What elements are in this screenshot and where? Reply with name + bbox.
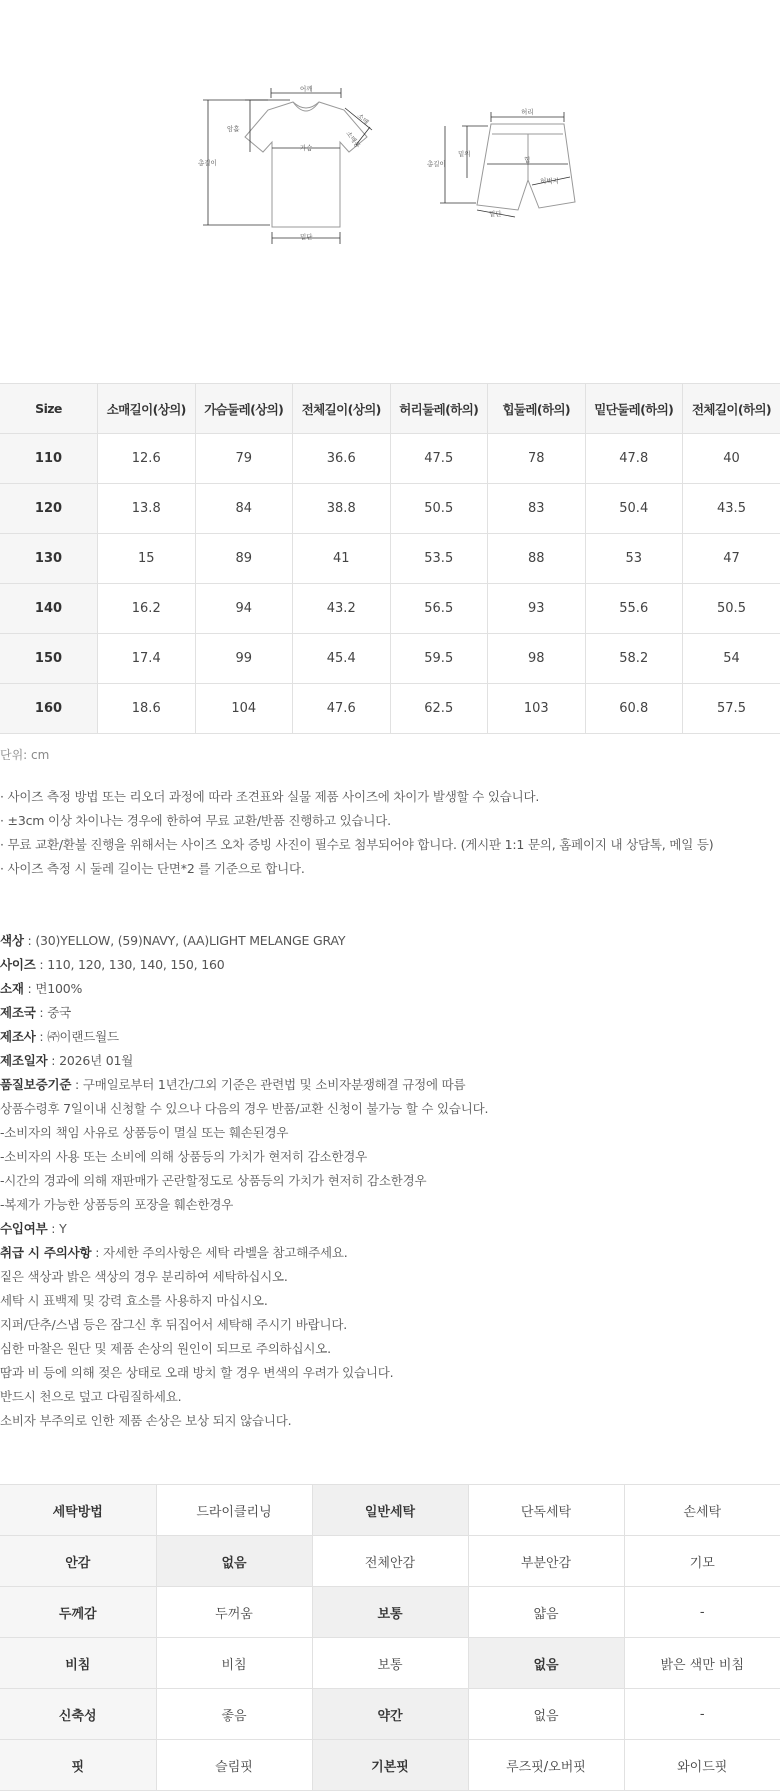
info-text: : 110, 120, 130, 140, 150, 160 [35, 957, 225, 972]
table-cell: 93 [488, 584, 586, 634]
info-line [0, 1073, 488, 1097]
size-label: 160 [0, 684, 98, 734]
measurement-diagrams [0, 0, 780, 330]
info-text: 반드시 천으로 덮고 다림질하세요. [0, 1389, 182, 1404]
info-line [0, 1313, 488, 1337]
info-label: 제조국 [0, 1005, 36, 1020]
table-cell: 41 [293, 534, 391, 584]
table-cell: 53.5 [390, 534, 488, 584]
info-label: 품질보증기준 [0, 1077, 72, 1092]
table-cell: 38.8 [293, 484, 391, 534]
table-cell: 18.6 [98, 684, 196, 734]
info-line [0, 1097, 488, 1121]
table-cell: 12.6 [98, 434, 196, 484]
table-row [0, 534, 780, 584]
table-cell: 17.4 [98, 634, 196, 684]
table-cell: 83 [488, 484, 586, 534]
table-cell: 50.4 [585, 484, 683, 534]
info-text: 상품수령후 7일이내 신청할 수 있으나 다음의 경우 반품/교환 신청이 불가능 할 수 있습니다. [0, 1101, 489, 1116]
care-row [0, 1587, 780, 1638]
care-option: 부분안감 [468, 1536, 624, 1587]
size-label: 140 [0, 584, 98, 634]
size-table-header: 소매길이(상의) [98, 384, 196, 434]
table-cell: 94 [195, 584, 293, 634]
label-hip: 힙 [524, 156, 531, 164]
label-shoulder: 어깨 [300, 85, 313, 93]
table-cell: 36.6 [293, 434, 391, 484]
care-option: 얇음 [468, 1587, 624, 1638]
care-option: 기모 [624, 1536, 780, 1587]
table-cell: 98 [488, 634, 586, 684]
info-text: 심한 마찰은 원단 및 제품 손상의 원인이 되므로 주의하십시오. [0, 1341, 331, 1356]
table-cell: 55.6 [585, 584, 683, 634]
size-table-header: 힙둘레(하의) [488, 384, 586, 434]
size-table-header: Size [0, 384, 98, 434]
label-hem-bottom: 밑단 [489, 210, 502, 218]
info-text: : 2026년 01월 [47, 1053, 134, 1068]
info-text: 소비자 부주의로 인한 제품 손상은 보상 되지 않습니다. [0, 1413, 292, 1428]
label-thigh: 허벅지 [540, 177, 559, 185]
info-line [0, 1241, 488, 1265]
table-cell: 47 [683, 534, 780, 584]
info-line [0, 1145, 488, 1169]
care-option-selected: 일반세탁 [312, 1485, 468, 1536]
table-cell: 62.5 [390, 684, 488, 734]
care-option-selected: 약간 [312, 1689, 468, 1740]
size-label: 130 [0, 534, 98, 584]
product-info [0, 929, 488, 1433]
info-line [0, 1409, 488, 1433]
info-text: -소비자의 책임 사유로 상품등이 멸실 또는 훼손된경우 [0, 1125, 289, 1140]
table-cell: 53 [585, 534, 683, 584]
table-cell: 47.8 [585, 434, 683, 484]
care-option-selected: 없음 [468, 1638, 624, 1689]
info-line [0, 1049, 488, 1073]
size-table-header-row [0, 384, 780, 434]
info-line [0, 1025, 488, 1049]
info-line [0, 1121, 488, 1145]
info-line [0, 1361, 488, 1385]
table-row [0, 434, 780, 484]
table-row [0, 584, 780, 634]
table-cell: 15 [98, 534, 196, 584]
info-text: -복제가 가능한 상품등의 포장을 훼손한경우 [0, 1197, 234, 1212]
table-cell: 40 [683, 434, 780, 484]
table-cell: 88 [488, 534, 586, 584]
info-line [0, 1169, 488, 1193]
info-line [0, 1289, 488, 1313]
size-label: 150 [0, 634, 98, 684]
shorts-diagram [477, 124, 575, 210]
care-option: 손세탁 [624, 1485, 780, 1536]
info-text: 땀과 비 등에 의해 젖은 상태로 오래 방치 할 경우 변색의 우려가 있습니다. [0, 1365, 394, 1380]
care-table [0, 1484, 780, 1791]
table-cell: 58.2 [585, 634, 683, 684]
info-line [0, 977, 488, 1001]
info-label: 취급 시 주의사항 [0, 1245, 92, 1260]
label-sleeve: 소매 [355, 111, 371, 127]
note-item: · ±3cm 이상 차이나는 경우에 한하여 무료 교환/반품 진행하고 있습니다. [0, 813, 391, 828]
care-option: - [624, 1587, 780, 1638]
size-table [0, 383, 780, 734]
care-option-selected: 보통 [312, 1587, 468, 1638]
table-cell: 84 [195, 484, 293, 534]
tshirt-measure-lines [203, 88, 372, 244]
table-cell: 60.8 [585, 684, 683, 734]
care-option: - [624, 1689, 780, 1740]
table-cell: 104 [195, 684, 293, 734]
care-row-label: 비침 [0, 1638, 156, 1689]
care-option-selected: 없음 [156, 1536, 312, 1587]
label-hem-top: 밑단 [300, 233, 313, 241]
info-label: 제조사 [0, 1029, 36, 1044]
note-item: · 사이즈 측정 시 둘레 길이는 단면*2 를 기준으로 합니다. [0, 861, 305, 876]
info-text: : 면100% [23, 981, 83, 996]
label-waist: 허리 [521, 108, 534, 116]
info-line [0, 953, 488, 977]
table-cell: 99 [195, 634, 293, 684]
label-total-length-bottom: 총길이 [427, 160, 446, 168]
table-cell: 43.5 [683, 484, 780, 534]
info-label: 수입여부 [0, 1221, 48, 1236]
care-row-label: 신축성 [0, 1689, 156, 1740]
info-line [0, 929, 488, 953]
info-text: 지퍼/단추/스냅 등은 잠그신 후 뒤집어서 세탁해 주시기 바랍니다. [0, 1317, 347, 1332]
info-text: 세탁 시 표백제 및 강력 효소를 사용하지 마십시오. [0, 1293, 268, 1308]
table-cell: 50.5 [683, 584, 780, 634]
table-cell: 103 [488, 684, 586, 734]
info-text: : Y [47, 1221, 67, 1236]
size-table-header: 밑단둘레(하의) [585, 384, 683, 434]
size-label: 110 [0, 434, 98, 484]
care-option: 없음 [468, 1689, 624, 1740]
table-cell: 45.4 [293, 634, 391, 684]
table-row [0, 484, 780, 534]
unit-label: 단위: cm [0, 748, 50, 762]
care-option: 비침 [156, 1638, 312, 1689]
info-line [0, 1217, 488, 1241]
info-line [0, 1337, 488, 1361]
label-rise: 밑위 [458, 150, 471, 158]
info-text: : 자세한 주의사항은 세탁 라벨을 참고해주세요. [91, 1245, 348, 1260]
table-cell: 47.6 [293, 684, 391, 734]
info-text: 짙은 색상과 밝은 색상의 경우 분리하여 세탁하십시오. [0, 1269, 288, 1284]
shorts-measure-lines [440, 112, 570, 217]
care-row-label: 핏 [0, 1740, 156, 1791]
info-text: -소비자의 사용 또는 소비에 의해 상품등의 가치가 현저히 감소한경우 [0, 1149, 367, 1164]
care-row [0, 1740, 780, 1791]
table-cell: 13.8 [98, 484, 196, 534]
care-option: 밝은 색만 비침 [624, 1638, 780, 1689]
table-cell: 43.2 [293, 584, 391, 634]
size-notes [0, 785, 713, 881]
care-option: 보통 [312, 1638, 468, 1689]
table-row [0, 634, 780, 684]
care-row-label: 세탁방법 [0, 1485, 156, 1536]
note-item: · 사이즈 측정 방법 또는 리오더 과정에 따라 조견표와 실물 제품 사이즈에 차이가 발생할 수 있습니다. [0, 789, 540, 804]
care-option: 두꺼움 [156, 1587, 312, 1638]
care-option: 와이드핏 [624, 1740, 780, 1791]
table-cell: 89 [195, 534, 293, 584]
table-cell: 50.5 [390, 484, 488, 534]
care-row-label: 두께감 [0, 1587, 156, 1638]
care-row [0, 1638, 780, 1689]
info-line [0, 1265, 488, 1289]
info-text: -시간의 경과에 의해 재판매가 곤란할정도로 상품등의 가치가 현저히 감소한경우 [0, 1173, 427, 1188]
table-cell: 79 [195, 434, 293, 484]
size-table-header: 허리둘레(하의) [390, 384, 488, 434]
table-cell: 54 [683, 634, 780, 684]
care-row [0, 1536, 780, 1587]
care-row [0, 1689, 780, 1740]
table-row [0, 684, 780, 734]
size-label: 120 [0, 484, 98, 534]
care-option: 전체안감 [312, 1536, 468, 1587]
care-option: 슬림핏 [156, 1740, 312, 1791]
note-item: · 무료 교환/환불 진행을 위해서는 사이즈 오차 증빙 사진이 필수로 첨부되어야 합니다. (게시판 1:1 문의, 홈페이지 내 상담톡, 메일 등) [0, 837, 714, 852]
table-cell: 56.5 [390, 584, 488, 634]
care-option-selected: 기본핏 [312, 1740, 468, 1791]
care-row [0, 1485, 780, 1536]
label-chest: 가슴 [300, 144, 313, 152]
table-cell: 57.5 [683, 684, 780, 734]
measurement-diagram-svg [0, 0, 780, 330]
care-option: 좋음 [156, 1689, 312, 1740]
label-sleeve-cuff: 소매통 [344, 129, 362, 150]
info-label: 색상 [0, 933, 24, 948]
tshirt-diagram [245, 102, 367, 227]
care-option: 단독세탁 [468, 1485, 624, 1536]
label-armhole: 암홀 [227, 125, 240, 133]
info-line [0, 1193, 488, 1217]
info-line [0, 1001, 488, 1025]
table-cell: 78 [488, 434, 586, 484]
info-text: : 구매일로부터 1년간/그외 기준은 관련법 및 소비자분쟁해결 규정에 따름 [71, 1077, 466, 1092]
table-cell: 59.5 [390, 634, 488, 684]
care-option: 드라이클리닝 [156, 1485, 312, 1536]
care-row-label: 안감 [0, 1536, 156, 1587]
size-table-header: 가슴둘레(상의) [195, 384, 293, 434]
label-total-length-top: 총길이 [198, 159, 217, 167]
info-label: 제조일자 [0, 1053, 48, 1068]
table-cell: 16.2 [98, 584, 196, 634]
table-cell: 47.5 [390, 434, 488, 484]
info-text: : 중국 [35, 1005, 71, 1020]
care-option: 루즈핏/오버핏 [468, 1740, 624, 1791]
info-label: 소재 [0, 981, 24, 996]
info-text: : (30)YELLOW, (59)NAVY, (AA)LIGHT MELANGE GRAY [23, 933, 346, 948]
size-table-header: 전체길이(하의) [683, 384, 780, 434]
size-table-header: 전체길이(상의) [293, 384, 391, 434]
info-line [0, 1385, 488, 1409]
info-label: 사이즈 [0, 957, 36, 972]
info-text: : ㈜이랜드월드 [35, 1029, 119, 1044]
